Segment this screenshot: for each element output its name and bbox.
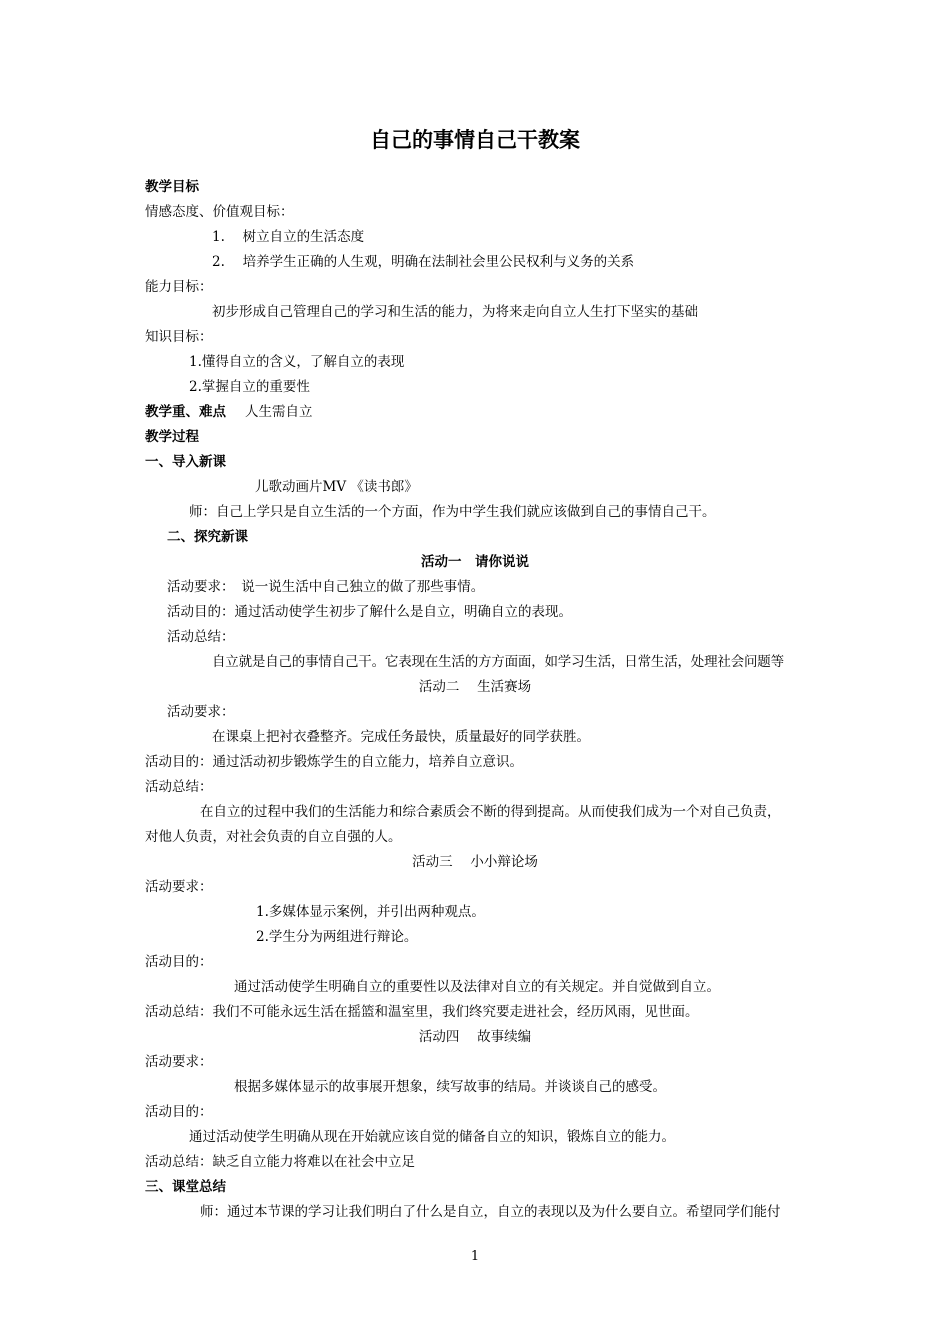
paragraph: 师：自己上学只是自立生活的一个方面，作为中学生我们就应该做到自己的事情自己干。 — [189, 504, 716, 520]
paragraph: 情感态度、价值观目标： — [145, 204, 294, 220]
page-number: 1 — [470, 1249, 480, 1264]
paragraph: 知识目标： — [145, 329, 213, 345]
paragraph: 活动目的： — [145, 954, 213, 970]
activity-heading: 活动三 小小辩论场 — [412, 854, 538, 870]
list-item: 2.学生分为两组进行辩论。 — [256, 929, 418, 945]
activity-heading: 活动二 生活赛场 — [418, 679, 532, 695]
section-heading: 教学重、难点 — [145, 404, 226, 420]
list-item: 1.懂得自立的含义，了解自立的表现 — [189, 354, 405, 370]
list-item: 1. 树立自立的生活态度 — [212, 229, 365, 245]
activity-heading: 活动四 故事续编 — [418, 1029, 532, 1045]
paragraph: 自立就是自己的事情自己干。它表现在生活的方方面面，如学习生活，日常生活，处理社会问题等 — [212, 654, 784, 670]
paragraph: 活动要求： — [167, 704, 235, 720]
paragraph: 活动总结： — [145, 779, 213, 795]
paragraph: 对他人负责，对社会负责的自立自强的人。 — [145, 829, 402, 845]
paragraph: 活动总结：缺乏自立能力将难以在社会中立足 — [145, 1154, 415, 1170]
section-heading: 二、探究新课 — [167, 529, 248, 545]
paragraph: 活动总结：我们不可能永远生活在摇篮和温室里，我们终究要走进社会，经历风雨，见世面。 — [145, 1004, 699, 1020]
list-item: 2. 培养学生正确的人生观，明确在法制社会里公民权利与义务的关系 — [212, 254, 635, 270]
paragraph: 师：通过本节课的学习让我们明白了什么是自立，自立的表现以及为什么要自立。希望同学们能付 — [200, 1204, 781, 1220]
paragraph: 活动要求： — [145, 1054, 213, 1070]
list-item: 2.掌握自立的重要性 — [189, 379, 310, 395]
paragraph: 活动要求： — [145, 879, 213, 895]
section-heading: 一、导入新课 — [145, 454, 226, 470]
paragraph: 活动目的：通过活动使学生初步了解什么是自立，明确自立的表现。 — [167, 604, 572, 620]
paragraph: 初步形成自己管理自己的学习和生活的能力，为将来走向自立人生打下坚实的基础 — [212, 304, 698, 320]
paragraph: 活动目的：通过活动初步锻炼学生的自立能力，培养自立意识。 — [145, 754, 523, 770]
paragraph: 人生需自立 — [245, 404, 313, 420]
paragraph: 根据多媒体显示的故事展开想象，续写故事的结局。并谈谈自己的感受。 — [234, 1079, 666, 1095]
paragraph: 通过活动使学生明确从现在开始就应该自觉的储备自立的知识，锻炼自立的能力。 — [189, 1129, 675, 1145]
paragraph: 活动要求： 说一说生活中自己独立的做了那些事情。 — [167, 579, 485, 595]
paragraph: 通过活动使学生明确自立的重要性以及法律对自立的有关规定。并自觉做到自立。 — [234, 979, 720, 995]
list-item: 1.多媒体显示案例，并引出两种观点。 — [256, 904, 485, 920]
paragraph: 活动目的： — [145, 1104, 213, 1120]
activity-heading: 活动一 请你说说 — [421, 554, 529, 570]
paragraph: 活动总结： — [167, 629, 235, 645]
section-heading: 教学过程 — [145, 429, 199, 445]
paragraph: 在自立的过程中我们的生活能力和综合素质会不断的得到提高。从而使我们成为一个对自己负责， — [200, 804, 781, 820]
paragraph: 在课桌上把衬衣叠整齐。完成任务最快，质量最好的同学获胜。 — [212, 729, 590, 745]
section-heading: 三、课堂总结 — [145, 1179, 226, 1195]
section-heading: 教学目标 — [145, 179, 199, 195]
paragraph: 儿歌动画片MV 《读书郎》 — [255, 479, 418, 495]
paragraph: 能力目标： — [145, 279, 213, 295]
document-title: 自己的事情自己干教案 — [370, 128, 580, 152]
